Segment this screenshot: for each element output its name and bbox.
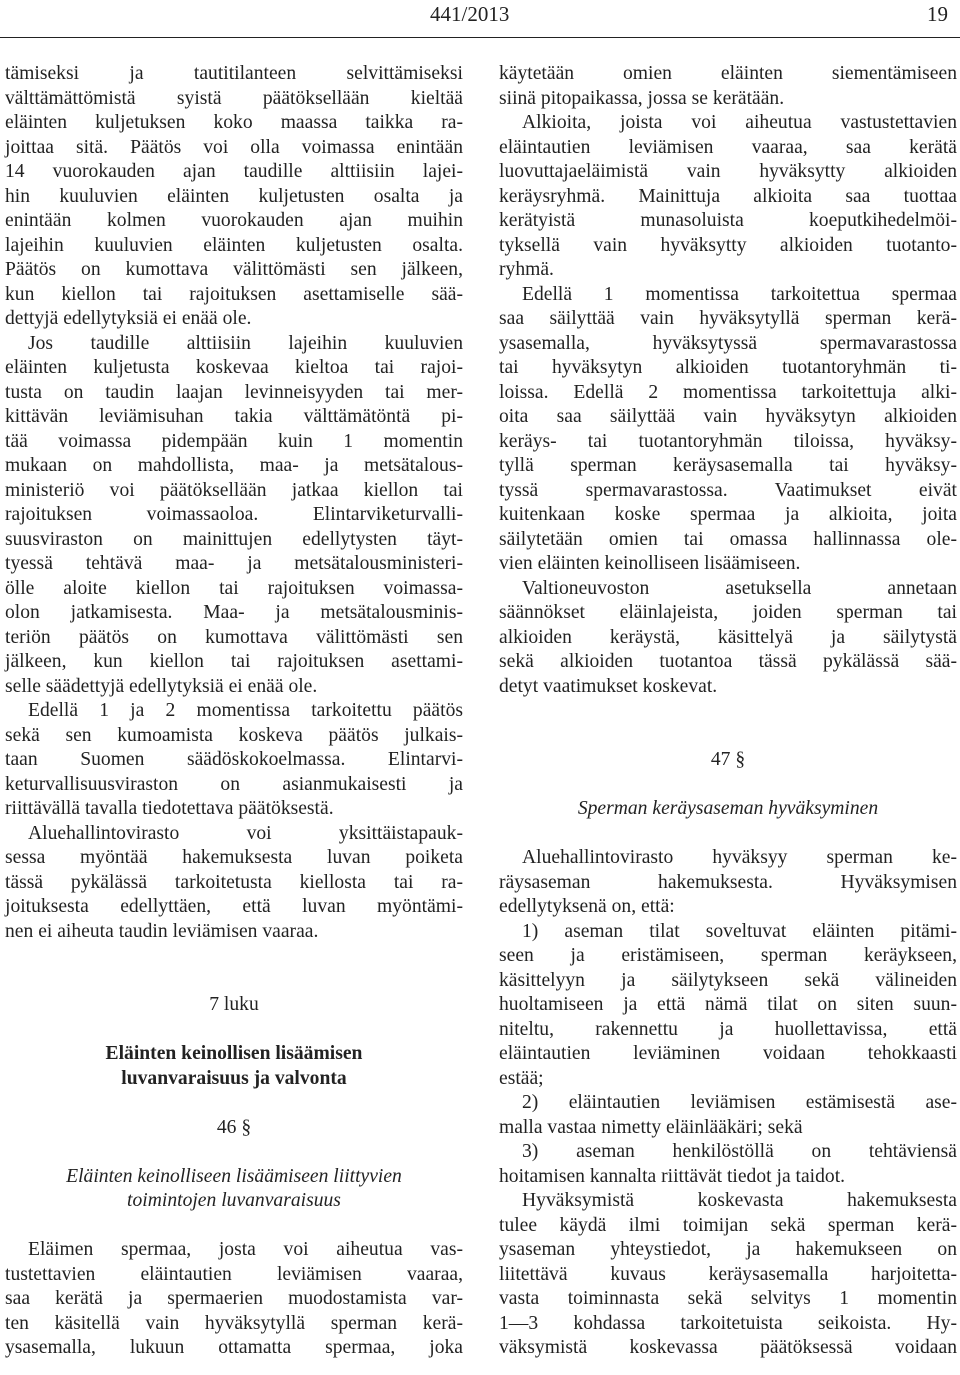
text-line: keräysryhmä. Mainittuja alkioita saa tuottaa xyxy=(499,185,957,207)
text-line: tyssä spermavarastossa. Vaatimukset eivät xyxy=(499,479,957,501)
text-line: eläinten kuljetuksen koko maassa taikka ra- xyxy=(5,112,463,133)
text-line: ysasemalla, lukuun ottamatta spermaa, joka xyxy=(5,1337,463,1358)
text-line: vasta toiminnasta sekä selvitys 1 momentin xyxy=(499,1288,957,1309)
text-line: saa kerätä ja spermaerien muodostamista var- xyxy=(5,1288,463,1309)
text-line: Edellä 1 momentissa tarkoitettua spermaa xyxy=(522,283,957,305)
text-line: kun kiellon tai rajoituksen asettamiselle sää- xyxy=(5,283,463,305)
paragraph xyxy=(5,332,463,700)
text-line: riittävällä tavalla tiedotettava päätöksestä. xyxy=(5,798,334,819)
section-title-line-2: toimintojen luvanvaraisuus xyxy=(127,1190,341,1211)
text-line: vien eläinten keinolliseen lisäämiseen. xyxy=(499,553,801,574)
text-line: liitettävä kuvaus keräysasemalla harjoitetta- xyxy=(499,1263,957,1285)
chapter-title-line-2: luvanvaraisuus ja valvonta xyxy=(121,1067,347,1089)
paragraph xyxy=(5,822,463,945)
text-line: 2) eläintautien leviämisen estämisestä ase- xyxy=(522,1092,957,1113)
text-line: joituksesta edellyttäen, että luvan myöntämi- xyxy=(5,896,463,917)
text-line: siinä pitopaikassa, jossa se kerätään. xyxy=(499,87,785,109)
text-line: sekä sen kumoamista koskeva päätös julkais- xyxy=(5,724,463,746)
text-line: 3) aseman henkilöstöllä on tehtäviensä xyxy=(522,1141,957,1162)
text-line: tusta on taudin laajan levinneisyyden tai mer- xyxy=(5,381,463,403)
text-line: Jos taudille alttiisiin lajeihin kuuluvien xyxy=(28,332,463,354)
text-line: alkioiden keräystä, käsittelyä ja säilytystä xyxy=(499,626,957,648)
text-line: luovuttajaeläimistä vain hyväksytty alkioiden xyxy=(499,161,957,182)
text-line: räysaseman hakemuksesta. Hyväksymisen xyxy=(499,871,957,893)
text-line: estää; xyxy=(499,1067,544,1089)
text-line: tässä pykälässä tarkoitetusta kiellosta tai ra- xyxy=(5,871,463,893)
text-line: Alkioita, joista voi aiheutua vastustettavien xyxy=(522,112,957,133)
paragraph xyxy=(499,846,957,920)
header-rule xyxy=(0,37,960,38)
page-number: 19 xyxy=(927,2,948,26)
text-line: keturvallisuusviraston on asianmukaisesti ja xyxy=(5,773,463,795)
list-item xyxy=(499,920,957,1092)
text-line: huoltamiseen ja että nämä tilat on siten suun- xyxy=(499,994,957,1015)
text-line: tulee käydä ilmi toimijan sekä sperman kerä- xyxy=(499,1214,957,1236)
text-line: eläintautien leviäminen voidaan tehokkaasti xyxy=(499,1043,957,1064)
text-line: ministeriö voi päätöksellään jatkaa kiellon tai xyxy=(5,479,463,501)
text-line: ryhmä. xyxy=(499,259,554,280)
list-item xyxy=(499,1091,957,1140)
chapter-title-line-1: Eläinten keinollisen lisäämisen xyxy=(105,1043,363,1064)
text-line: taan Suomen säädöskokoelmassa. Elintarvi- xyxy=(5,749,463,770)
section-title-line-1: Eläinten keinolliseen lisäämiseen liittyvien xyxy=(66,1165,402,1187)
text-line: olon jatkamisesta. Maa- ja metsätalousminis- xyxy=(5,602,463,623)
text-line: ölle aloite kiellon tai rajoituksen voimassa- xyxy=(5,577,463,599)
text-line: sekä alkioiden tuotantoa tässä pykälässä sää- xyxy=(499,651,957,672)
text-line: Aluehallintovirasto voi yksittäistapauk- xyxy=(28,822,463,844)
text-line: rajoituksen voimassaoloa. Elintarviketurvalli- xyxy=(5,504,463,525)
text-line: enintään kolmen vuorokauden ajan muihin xyxy=(5,210,463,231)
text-line: lajeihin kuuluvien eläinten kuljetusten osalta. xyxy=(5,234,463,256)
text-line: loissa. Edellä 2 momentissa tarkoitettuja alki- xyxy=(499,381,957,403)
paragraph xyxy=(499,283,957,577)
text-line: tää voimassa pidempään kuin 1 momentin xyxy=(5,430,463,452)
text-line: Valtioneuvoston asetuksella annetaan xyxy=(522,577,957,599)
text-line: välttämättömistä syistä päätöksellään kieltää xyxy=(5,87,463,109)
list-item xyxy=(499,1140,957,1189)
text-line: Eläimen spermaa, josta voi aiheutua vas- xyxy=(28,1239,463,1260)
paragraph xyxy=(499,1189,957,1361)
paragraph xyxy=(5,699,463,822)
text-line: keräys- tai tuotantoryhmän tiloissa, hyväksy- xyxy=(499,430,957,452)
page-header xyxy=(0,0,960,30)
text-line: ysaseman yhteystiedot, ja hakemukseen on xyxy=(499,1239,957,1260)
text-line: niteltu, rakennettu ja huollettavissa, että xyxy=(499,1018,957,1040)
text-line: suusviraston on mainittujen edellytysten täyt- xyxy=(5,528,463,550)
text-line: oita saa säilyttää vain hyväksytyn alkioiden xyxy=(499,406,957,427)
paragraph xyxy=(499,111,957,283)
text-line: jälkeen, kun kiellon tai rajoituksen asettami- xyxy=(5,651,463,672)
text-line: säilytetään omien tai omassa hallinnassa ole- xyxy=(499,528,957,550)
text-line: tyessä tehtävä maa- ja metsätalousministeri- xyxy=(5,553,463,574)
right-column xyxy=(499,62,957,1361)
text-line: käsittelyyn ja säilytykseen sekä välineiden xyxy=(499,969,957,991)
text-line: saa säilyttää vain hyväksytyllä sperman kerä- xyxy=(499,308,957,329)
text-line: mukaan on mahdollista, maa- ja metsätalous- xyxy=(5,455,463,476)
text-line: eläintautien leviämisen vaaraa, saa kerätä xyxy=(499,136,957,158)
text-line: Hyväksymistä koskevasta hakemuksesta xyxy=(522,1190,957,1211)
document-number: 441/2013 xyxy=(430,2,510,26)
text-line: nen ei aiheuta taudin leviämisen vaaraa. xyxy=(5,920,319,942)
section-title: Sperman keräysaseman hyväksyminen xyxy=(577,798,879,819)
text-line: ten käsitellä vain hyväksytyllä sperman kerä- xyxy=(5,1312,463,1334)
text-line: seen ja eristämiseen, sperman keräykseen, xyxy=(499,945,957,966)
text-line: selle säädettyjä edellytyksiä ei enää ole. xyxy=(5,675,318,697)
text-line: Edellä 1 ja 2 momentissa tarkoitettu päätös xyxy=(28,700,463,721)
text-line: tyksellä vain hyväksytty alkioiden tuotanto- xyxy=(499,234,957,256)
text-line: säännökset eläinlajeista, joiden sperman tai xyxy=(499,602,957,623)
text-line: detyt vaatimukset koskevat. xyxy=(499,675,718,697)
text-line: hin kuuluvien eläinten kuljetusten osalta ja xyxy=(5,185,463,207)
text-line: sessa myöntää hakemuksesta luvan poiketa xyxy=(5,847,463,868)
text-line: Aluehallintovirasto hyväksyy sperman ke- xyxy=(522,847,957,868)
paragraph xyxy=(5,1238,463,1361)
text-line: tämiseksi ja tautitilanteen selvittämiseksi xyxy=(5,63,463,84)
text-line: 14 vuorokauden ajan taudille alttiisiin lajei- xyxy=(5,161,463,182)
text-line: 1—3 kohdassa tarkoitetuista seikoista. Hy- xyxy=(499,1312,957,1334)
text-line: tai hyväksytyn alkioiden tuotantoryhmän ti- xyxy=(499,357,957,378)
text-line: teriön päätös on kumottava välittömästi sen xyxy=(5,626,463,648)
paragraph xyxy=(5,62,463,332)
section-number: 46 § xyxy=(216,1116,252,1138)
paragraph xyxy=(499,62,957,111)
text-line: edellytyksenä on, että: xyxy=(499,896,675,917)
paragraph xyxy=(499,577,957,700)
text-line: väksymistä koskevassa päätöksessä voidaan xyxy=(499,1337,957,1358)
text-line: käytetään omien eläinten siementämiseen xyxy=(499,63,957,84)
section-number: 47 § xyxy=(710,749,746,770)
text-line: tyllä sperman keräysasemalla tai hyväksy- xyxy=(499,455,957,476)
text-line: eläinten kuljetusta koskevaa kieltoa tai rajoi- xyxy=(5,357,463,378)
text-line: dettyjä edellytyksiä ei enää ole. xyxy=(5,308,252,329)
text-line: tustettavien eläintautien leviämisen vaaraa, xyxy=(5,1263,463,1285)
text-line: ysasemalla, hyväksytyssä spermavarastossa xyxy=(499,332,957,354)
chapter-number: 7 luku xyxy=(209,994,259,1015)
text-line: kittävän leviämisuhan takia välttämätöntä pi- xyxy=(5,406,463,427)
text-line: kerätyistä munasoluista koeputkihedelmöi- xyxy=(499,210,957,231)
left-column xyxy=(5,62,463,1361)
text-line: kuitenkaan koske spermaa ja alkioita, joita xyxy=(499,504,957,525)
text-line: hoitamisen kannalta riittävät tiedot ja taidot. xyxy=(499,1165,846,1187)
text-line: Päätös on kumottava välittömästi sen jälkeen, xyxy=(5,259,463,280)
text-line: 1) aseman tilat soveltuvat eläinten pitämi- xyxy=(522,920,957,942)
text-line: malla vastaa nimetty eläinlääkäri; sekä xyxy=(499,1116,803,1138)
text-line: joittaa sitä. Päätös voi olla voimassa enintään xyxy=(5,136,463,158)
